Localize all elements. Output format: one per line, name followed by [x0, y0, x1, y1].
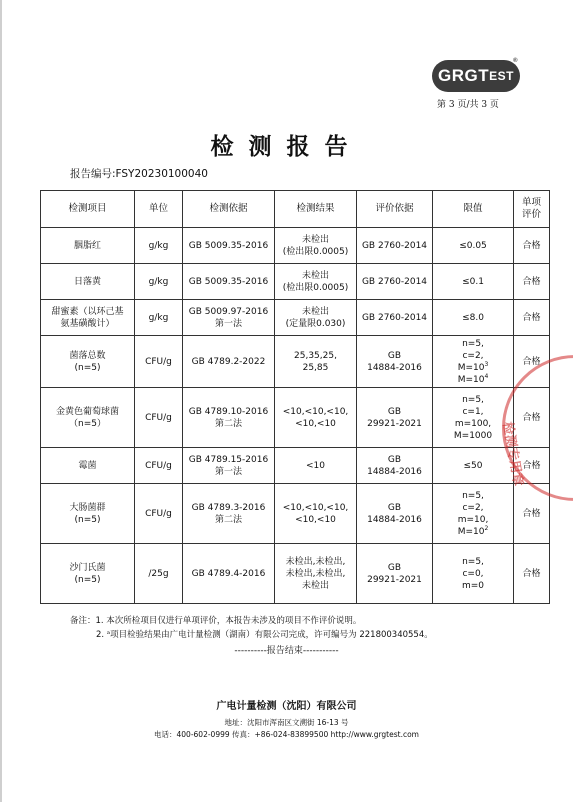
evaluation-cell: 合格 — [514, 300, 550, 336]
evaluation-cell: 合格 — [514, 484, 550, 544]
table-row — [41, 336, 550, 388]
result-cell: 未检出 (检出限0.0005) — [275, 228, 357, 264]
logo-registered-mark: ® — [513, 58, 518, 64]
column-header: 检测项目 — [41, 191, 135, 228]
standard-cell: GB 29921-2021 — [357, 544, 433, 604]
column-header: 评价依据 — [357, 191, 433, 228]
unit-cell: CFU/g — [135, 448, 183, 484]
column-header: 单项 评价 — [514, 191, 550, 228]
result-cell: 未检出 (检出限0.0005) — [275, 264, 357, 300]
unit-cell: g/kg — [135, 228, 183, 264]
table-row — [41, 544, 550, 604]
standard-cell: GB 2760-2014 — [357, 300, 433, 336]
standard-cell: GB 29921-2021 — [357, 388, 433, 448]
note-1: 备注：1. 本次所检项目仅进行单项评价，本报告未涉及的项目不作评价说明。 — [70, 616, 362, 626]
limit-cell: n=5, c=0, m=0 — [433, 544, 514, 604]
result-cell: 25,35,25, 25,85 — [275, 336, 357, 388]
unit-cell: CFU/g — [135, 336, 183, 388]
table-row — [41, 228, 550, 264]
evaluation-cell: 合格 — [514, 264, 550, 300]
result-cell: <10,<10,<10, <10,<10 — [275, 388, 357, 448]
evaluation-cell: 合格 — [514, 336, 550, 388]
company-name: 广电计量检测（沈阳）有限公司 — [216, 701, 357, 712]
table-body — [41, 228, 550, 604]
limit-cell: n=5, c=2, $M=10^3$ $M=10^4$ — [433, 336, 514, 388]
stamp-text: 检测专用章 — [499, 420, 526, 488]
table-row — [41, 448, 550, 484]
notes — [70, 614, 433, 642]
table-row — [41, 264, 550, 300]
unit-cell: g/kg — [135, 300, 183, 336]
report-number: 报告编号:FSY20230100040 — [70, 168, 208, 180]
method-cell: GB 4789.3-2016 第二法 — [183, 484, 275, 544]
limit-cell: ≤50 — [433, 448, 514, 484]
table-row — [41, 300, 550, 336]
company-contact: 电话：400-602-0999 传真：+86-024-83899500 http://www.grgtest.com — [154, 730, 419, 739]
method-cell: GB 4789.10-2016 第二法 — [183, 388, 275, 448]
column-header: 单位 — [135, 191, 183, 228]
limit-cell: n=5, c=1, m=100, M=1000 — [433, 388, 514, 448]
evaluation-cell: 合格 — [514, 544, 550, 604]
unit-cell: /25g — [135, 544, 183, 604]
method-cell: GB 4789.2-2022 — [183, 336, 275, 388]
logo-main-text: GRGT — [438, 66, 490, 85]
standard-cell: GB 14884-2016 — [357, 448, 433, 484]
method-cell: GB 4789.15-2016 第一法 — [183, 448, 275, 484]
table-row — [41, 484, 550, 544]
result-cell: 未检出 (定量限0.030) — [275, 300, 357, 336]
logo-small-text: EST — [489, 69, 514, 83]
method-cell: GB 5009.35-2016 — [183, 264, 275, 300]
note-2: 2. ᵃ项目检验结果由广电计量检测（湖南）有限公司完成，许可编号为 221800340554。 — [96, 630, 433, 640]
method-cell: GB 4789.4-2016 — [183, 544, 275, 604]
item-cell: 甜蜜素（以环己基 氨基磺酸计） — [41, 300, 135, 336]
table-row — [41, 388, 550, 448]
result-cell: <10 — [275, 448, 357, 484]
company-address: 地址：沈阳市浑南区文溯街 16-13 号 — [224, 718, 349, 727]
limit-cell: ≤8.0 — [433, 300, 514, 336]
item-cell: 日落黄 — [41, 264, 135, 300]
unit-cell: CFU/g — [135, 388, 183, 448]
report-title: 检测报告 — [210, 133, 363, 160]
test-results-table — [40, 190, 550, 604]
evaluation-cell: 合格 — [514, 448, 550, 484]
unit-cell: CFU/g — [135, 484, 183, 544]
unit-cell: g/kg — [135, 264, 183, 300]
item-cell: 金黄色葡萄球菌 （n=5） — [41, 388, 135, 448]
evaluation-cell: 合格 — [514, 388, 550, 448]
method-cell: GB 5009.97-2016 第一法 — [183, 300, 275, 336]
grgtest-logo — [432, 60, 520, 92]
standard-cell: GB 2760-2014 — [357, 228, 433, 264]
standard-cell: GB 14884-2016 — [357, 336, 433, 388]
page-edge — [0, 0, 2, 802]
result-cell: <10,<10,<10, <10,<10 — [275, 484, 357, 544]
limit-cell: ≤0.1 — [433, 264, 514, 300]
item-cell: 大肠菌群 (n=5) — [41, 484, 135, 544]
column-header: 检测依据 — [183, 191, 275, 228]
item-cell: 菌落总数 (n=5) — [41, 336, 135, 388]
table-header-row — [41, 191, 550, 228]
report-end-marker: ----------报告结束----------- — [234, 646, 339, 656]
column-header: 检测结果 — [275, 191, 357, 228]
limit-cell: ≤0.05 — [433, 228, 514, 264]
item-cell: 沙门氏菌 (n=5) — [41, 544, 135, 604]
standard-cell: GB 14884-2016 — [357, 484, 433, 544]
item-cell: 霉菌 — [41, 448, 135, 484]
result-cell: 未检出,未检出, 未检出,未检出, 未检出 — [275, 544, 357, 604]
column-header: 限值 — [433, 191, 514, 228]
item-cell: 胭脂红 — [41, 228, 135, 264]
page-indicator: 第 3 页/共 3 页 — [437, 100, 499, 110]
limit-cell: n=5, c=2, m=10, $M=10^2$ — [433, 484, 514, 544]
evaluation-cell: 合格 — [514, 228, 550, 264]
method-cell: GB 5009.35-2016 — [183, 228, 275, 264]
standard-cell: GB 2760-2014 — [357, 264, 433, 300]
